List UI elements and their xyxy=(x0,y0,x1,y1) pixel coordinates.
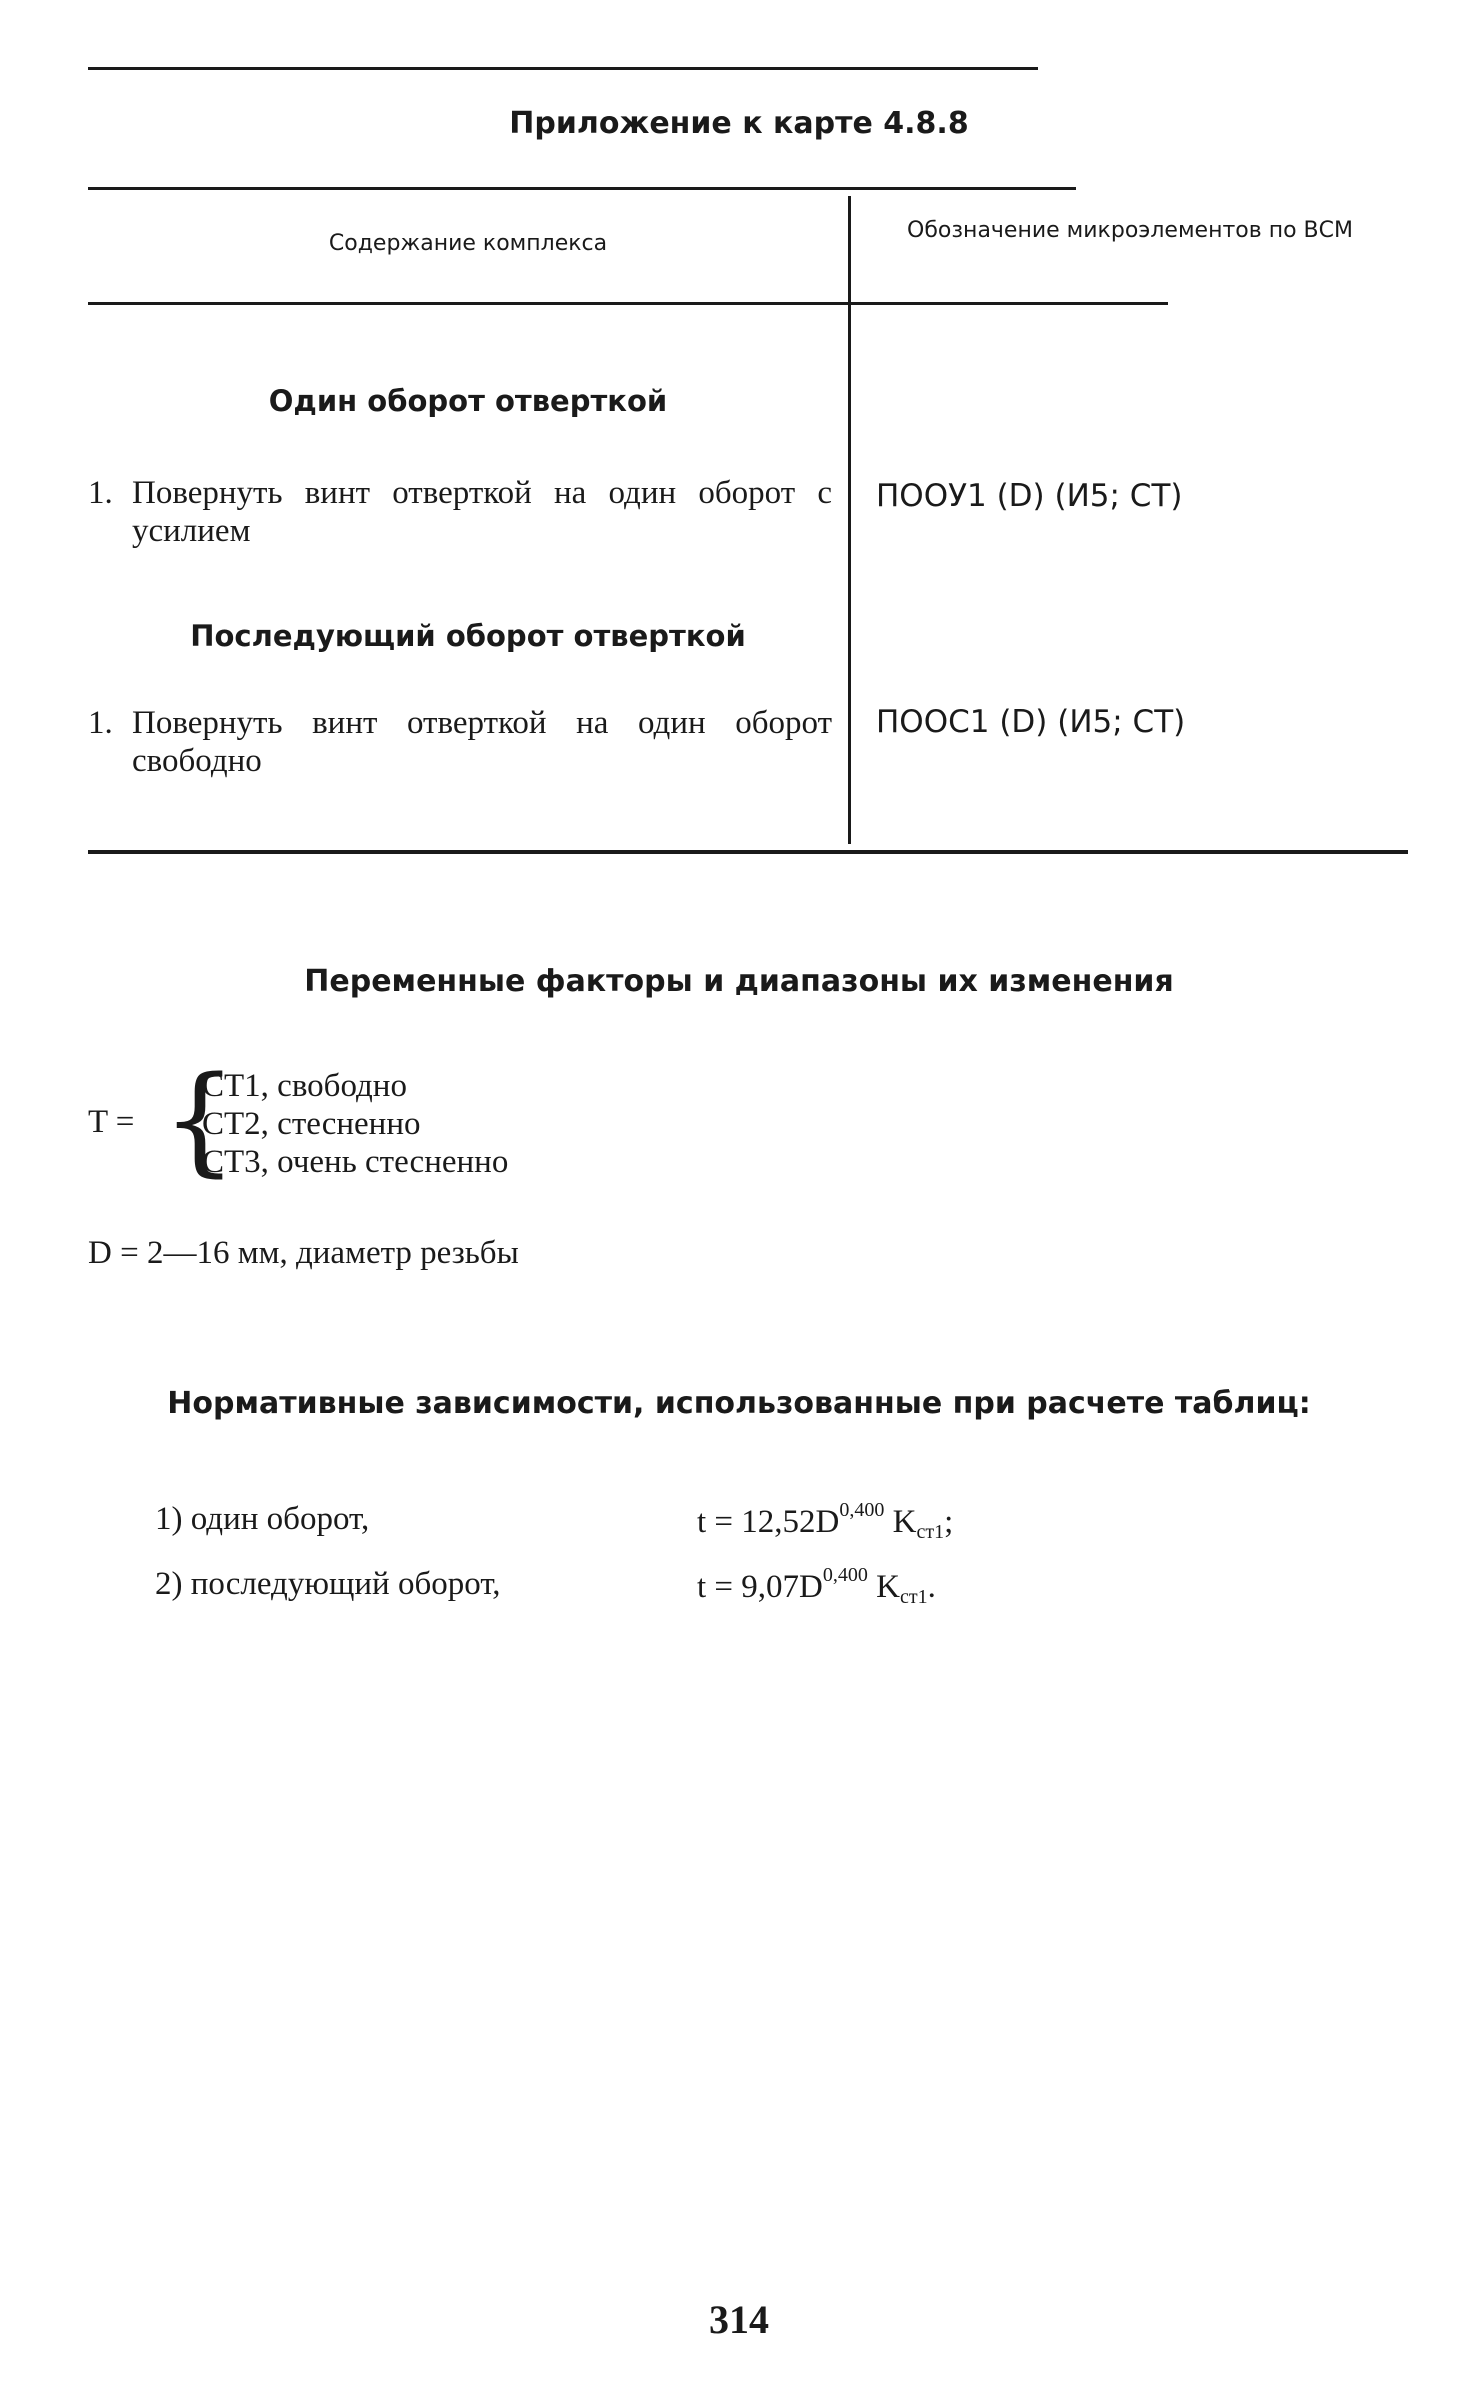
section-heading: Один оборот отверткой xyxy=(268,384,668,418)
factors-heading: Переменные факторы и диапазоны их изменения xyxy=(304,964,1174,999)
item-text: Повернуть винт отверткой на один оборот свободно xyxy=(132,705,832,779)
element-code: ПООС1 (D) (И5; СТ) xyxy=(876,704,1186,740)
element-code: ПООУ1 (D) (И5; СТ) xyxy=(876,478,1183,514)
formula-k-subscript: ст1 xyxy=(899,1586,928,1608)
dependencies-heading: Нормативные зависимости, использованные при расчете таблиц: xyxy=(167,1386,1311,1421)
list-item xyxy=(88,704,838,784)
item-number: 1. xyxy=(88,705,113,741)
t-symbol: T = xyxy=(88,1104,135,1140)
table-column-divider xyxy=(848,196,851,844)
item-number: 1. xyxy=(88,475,113,511)
title-top-rule xyxy=(88,67,1038,70)
section-heading: Последующий оборот отверткой xyxy=(190,619,746,653)
formula-exponent: 0,400 xyxy=(839,1499,885,1521)
formula-k: K xyxy=(892,1504,917,1540)
formula xyxy=(697,1499,953,1544)
formula-lhs: t = 12,52D xyxy=(697,1504,840,1540)
column-header-content: Содержание комплекса xyxy=(328,231,608,256)
formula-k: K xyxy=(876,1569,900,1605)
t-option: СТ1, свободно xyxy=(202,1068,407,1104)
table-top-rule xyxy=(88,187,1076,190)
formula-lhs: t = 9,07D xyxy=(697,1569,823,1605)
formula-label: 1) один оборот, xyxy=(155,1501,370,1537)
item-text: Повернуть винт отверткой на один оборот с усилием xyxy=(132,475,832,549)
formula-label: 2) последующий оборот, xyxy=(155,1566,501,1602)
formula-k-subscript: ст1 xyxy=(916,1521,945,1543)
table-header-rule xyxy=(88,302,1168,305)
formula-exponent: 0,400 xyxy=(822,1564,868,1586)
brace-icon: { xyxy=(162,1050,238,1188)
formula-end: . xyxy=(927,1569,936,1605)
column-header-designation: Обозначение микроэлементов по ВСМ xyxy=(907,218,1353,243)
formula xyxy=(697,1564,936,1609)
table-bottom-rule xyxy=(88,850,1408,854)
list-item xyxy=(88,474,838,554)
formula-end: ; xyxy=(944,1504,954,1540)
t-option: СТ2, стесненно xyxy=(202,1106,421,1142)
t-option: СТ3, очень стесненно xyxy=(202,1144,509,1180)
factor-d: D = 2—16 мм, диаметр резьбы xyxy=(88,1235,519,1271)
page-number: 314 xyxy=(709,2297,769,2342)
appendix-title: Приложение к карте 4.8.8 xyxy=(509,106,969,141)
